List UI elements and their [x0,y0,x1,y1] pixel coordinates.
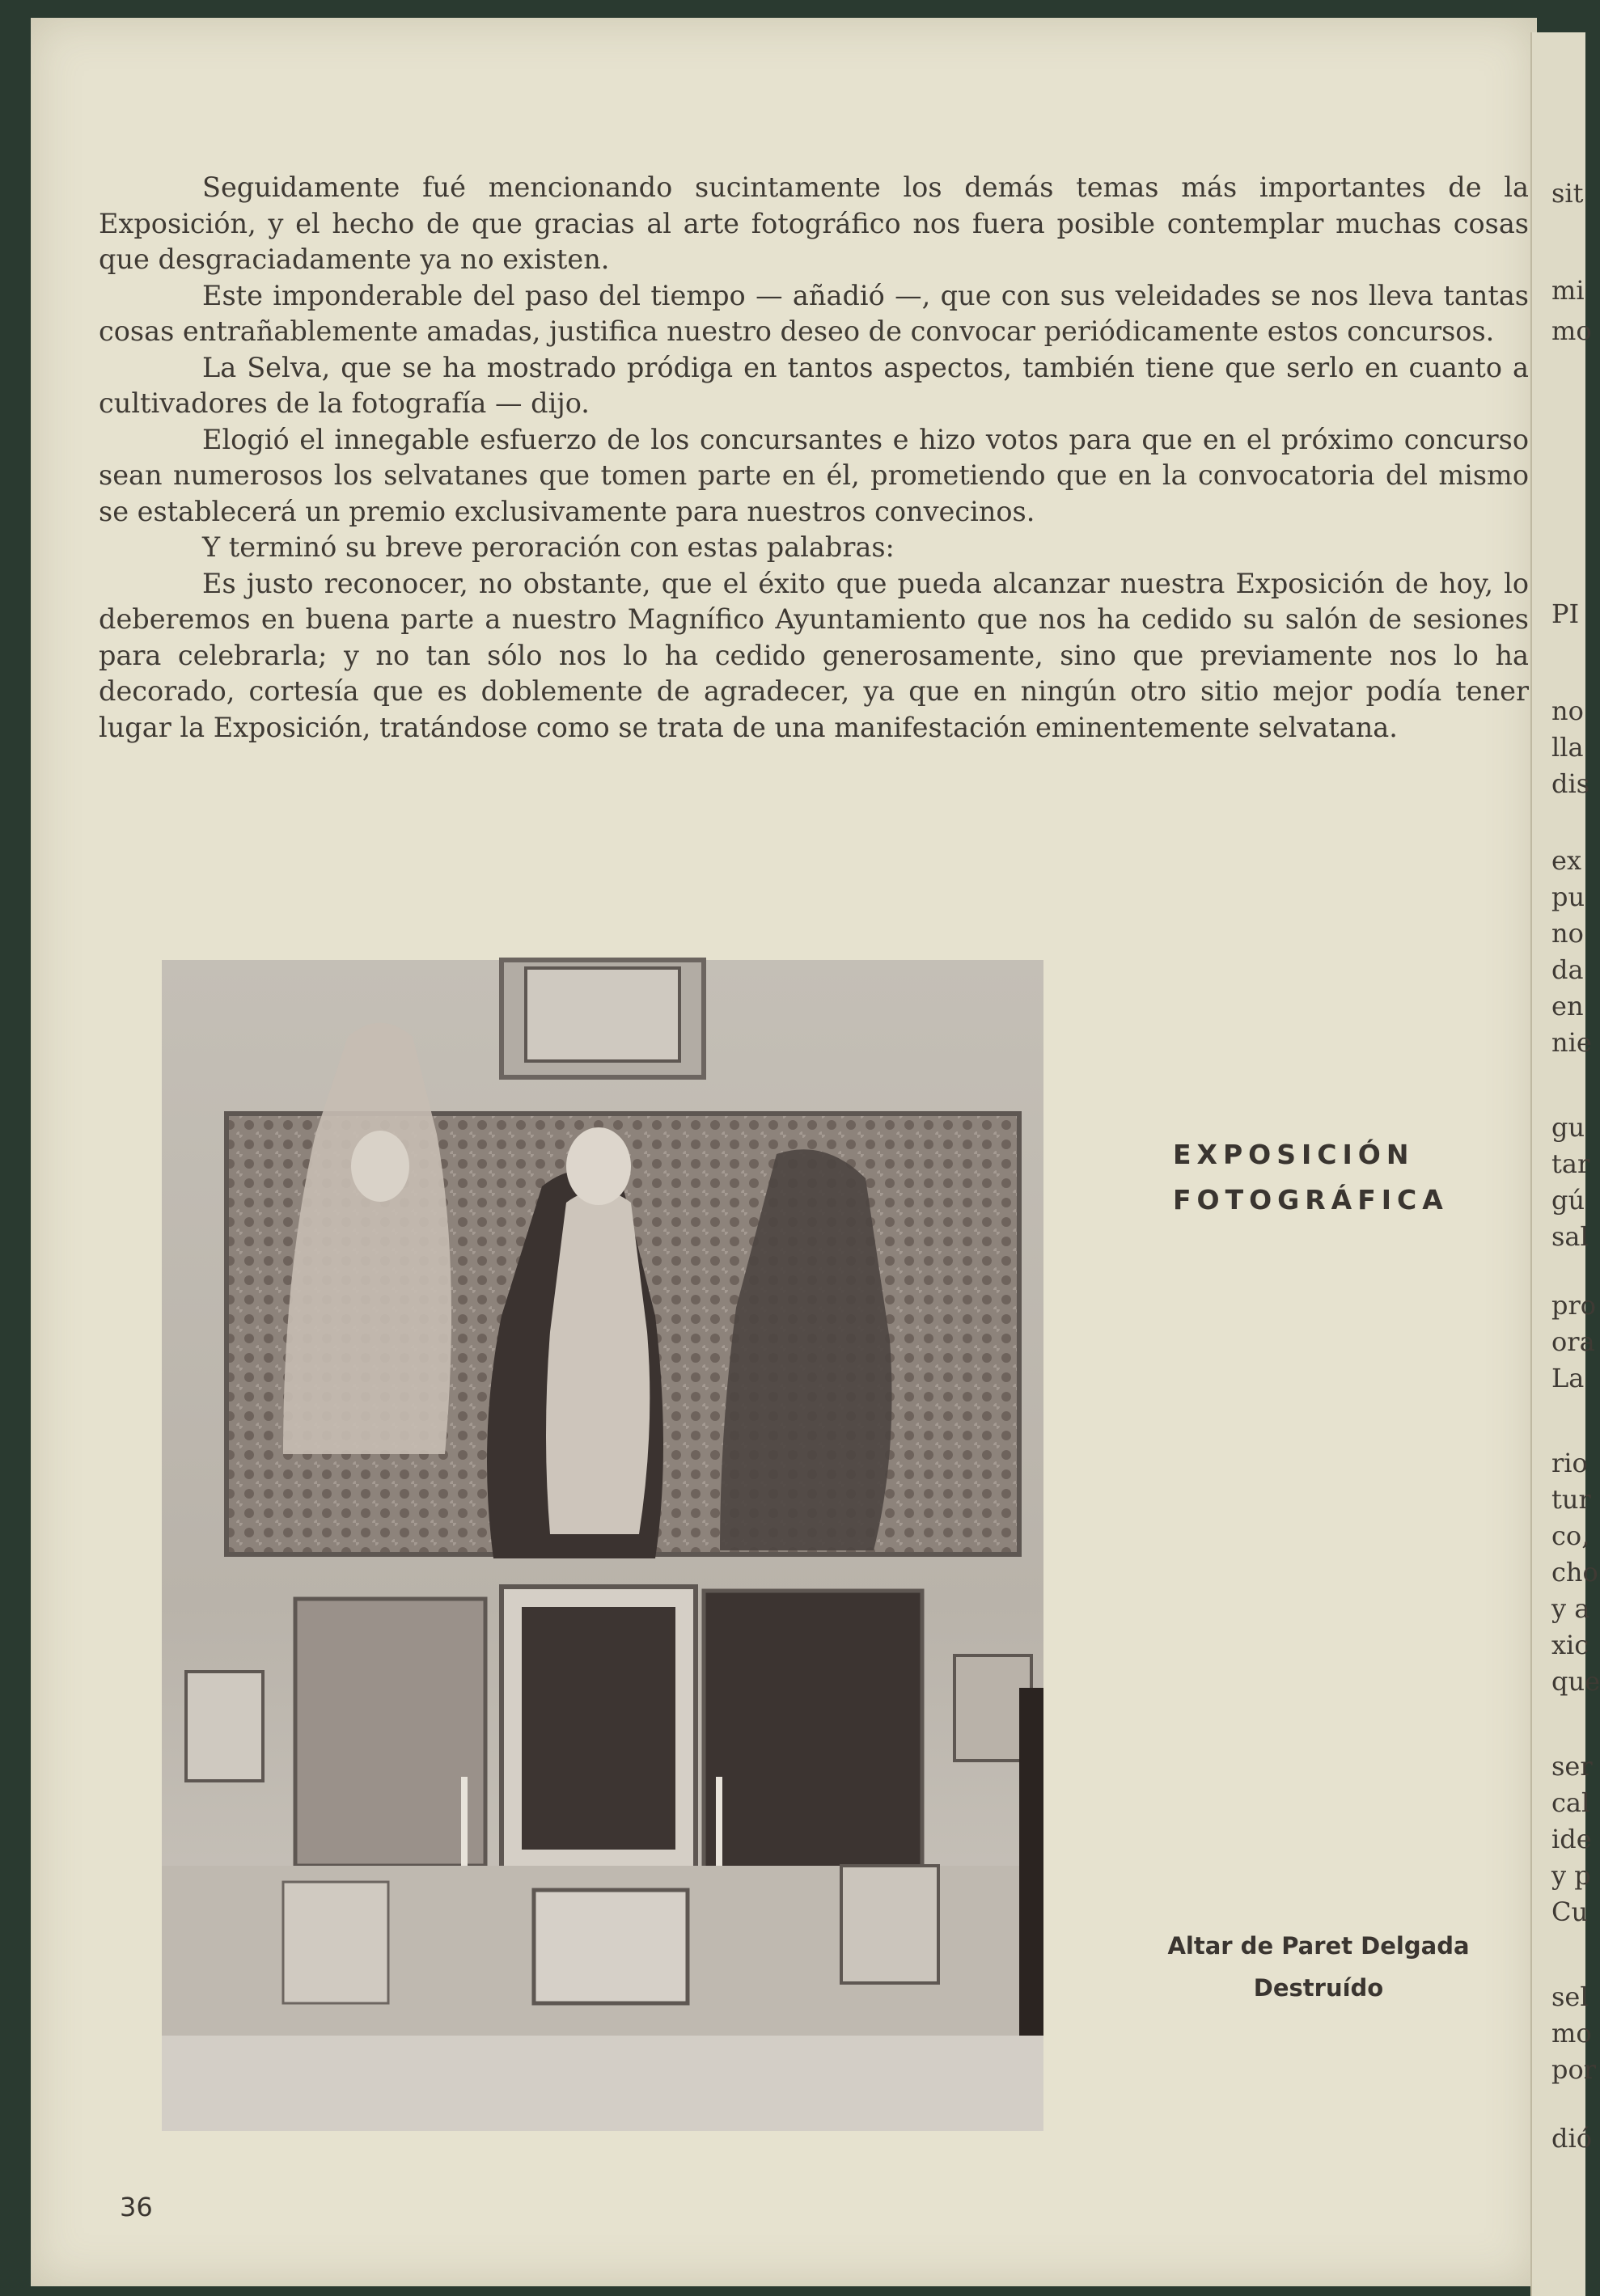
next-page-fragment: lla [1551,732,1584,763]
next-page-fragment: sit [1551,178,1584,209]
next-page-fragment: cal [1551,1787,1590,1818]
caption-line: Altar de Paret Delgada [1167,1932,1470,1960]
next-page-fragment: no [1551,918,1584,949]
next-page-fragment: ora [1551,1326,1595,1357]
paragraph: Es justo reconocer, no obstante, que el éxito que pueda alcanzar nuestra Exposición de hoy, lo deberemos en buena parte a nuestro Magnífico Ayuntamiento que nos ha cedido su salón de sesiones para celebrarla; y no tan sólo nos lo ha cedido generosamente, sino que previamente nos lo ha decorado, cortesía que es doblemente de agradecer, ya que en ningún otro sitio mejor podía tener lugar la Exposición, tratándose como se trata de una manifestación eminentemente selvatana. [99,567,1529,743]
photo-caption [1149,1925,1488,2009]
next-page-fragment: pro [1551,1290,1597,1321]
next-page-fragment: sal [1551,1221,1589,1252]
next-page-fragment: en [1551,991,1584,1021]
next-page-fragment: ide [1551,1824,1592,1854]
next-page-fragment: dió [1551,2123,1592,2154]
altar-illustration [162,960,1043,2131]
next-page-fragment: La [1551,1363,1585,1393]
next-page-fragment: dis [1551,768,1590,799]
section-heading [1173,1132,1448,1223]
article-body [99,170,1529,746]
altar-photograph [162,960,1043,2131]
next-page-fragment: y p [1551,1860,1591,1891]
next-page-edge [1530,32,1600,2296]
next-page-fragment: pu [1551,882,1585,912]
next-page-fragment: gú [1551,1185,1585,1216]
heading-line: FOTOGRÁFICA [1173,1184,1449,1216]
page-number: 36 [120,2192,153,2222]
next-page-fragment: tar [1551,1148,1590,1179]
next-page-fragment: por [1551,2054,1597,2085]
paragraph: Elogió el innegable esfuerzo de los concursantes e hizo votos para que en el próximo concurso sean numerosos los selvatanes que tomen parte en él, prometiendo que en la convocatoria del mismo se establecerá un premio exclusivamente para nuestros convecinos. [99,423,1529,527]
next-page-fragment: ser [1551,1751,1593,1782]
next-page-fragment: que [1551,1666,1600,1697]
next-page-fragment: PI [1551,598,1580,629]
next-page-fragment: rio [1551,1448,1588,1478]
next-page-fragment: co, [1551,1520,1590,1551]
next-page-fragment: tur [1551,1484,1591,1515]
next-page-fragment: ex [1551,845,1581,876]
next-page-fragment: gu [1551,1112,1585,1143]
next-page-fragment: xic [1551,1630,1589,1660]
next-page-fragment: sel [1551,1981,1589,2012]
paragraph: Y terminó su breve peroración con estas palabras: [202,531,895,563]
next-page-fragment: mo [1551,315,1592,346]
next-page-fragment: Cu [1551,1896,1589,1927]
paragraph: La Selva, que se ha mostrado pródiga en tantos aspectos, también tiene que serlo en cuanto a cultivadores de la fotografía — dijo. [99,351,1529,419]
heading-line: EXPOSICIÓN [1173,1139,1415,1170]
caption-line: Destruído [1253,1974,1384,2002]
next-page-fragment: mo [1551,2018,1592,2049]
next-page-fragment: cho [1551,1557,1598,1588]
next-page-fragment: y a [1551,1593,1590,1624]
paragraph: Seguidamente fué mencionando sucintamente los demás temas más importantes de la Exposición, y el hecho de que gracias al arte fotográfico nos fuera posible contemplar muchas cosas que desgraciadamente ya no existen. [99,171,1529,275]
next-page-fragment: mi [1551,275,1585,306]
next-page-fragment: no [1551,696,1584,726]
paragraph: Este imponderable del paso del tiempo — añadió —, que con sus veleidades se nos lleva tantas cosas entrañablemente amadas, justifica nuestro deseo de convocar periódicamente estos concursos. [99,279,1529,347]
next-page-fragment: da [1551,954,1584,985]
next-page-fragment: nie [1551,1027,1592,1058]
